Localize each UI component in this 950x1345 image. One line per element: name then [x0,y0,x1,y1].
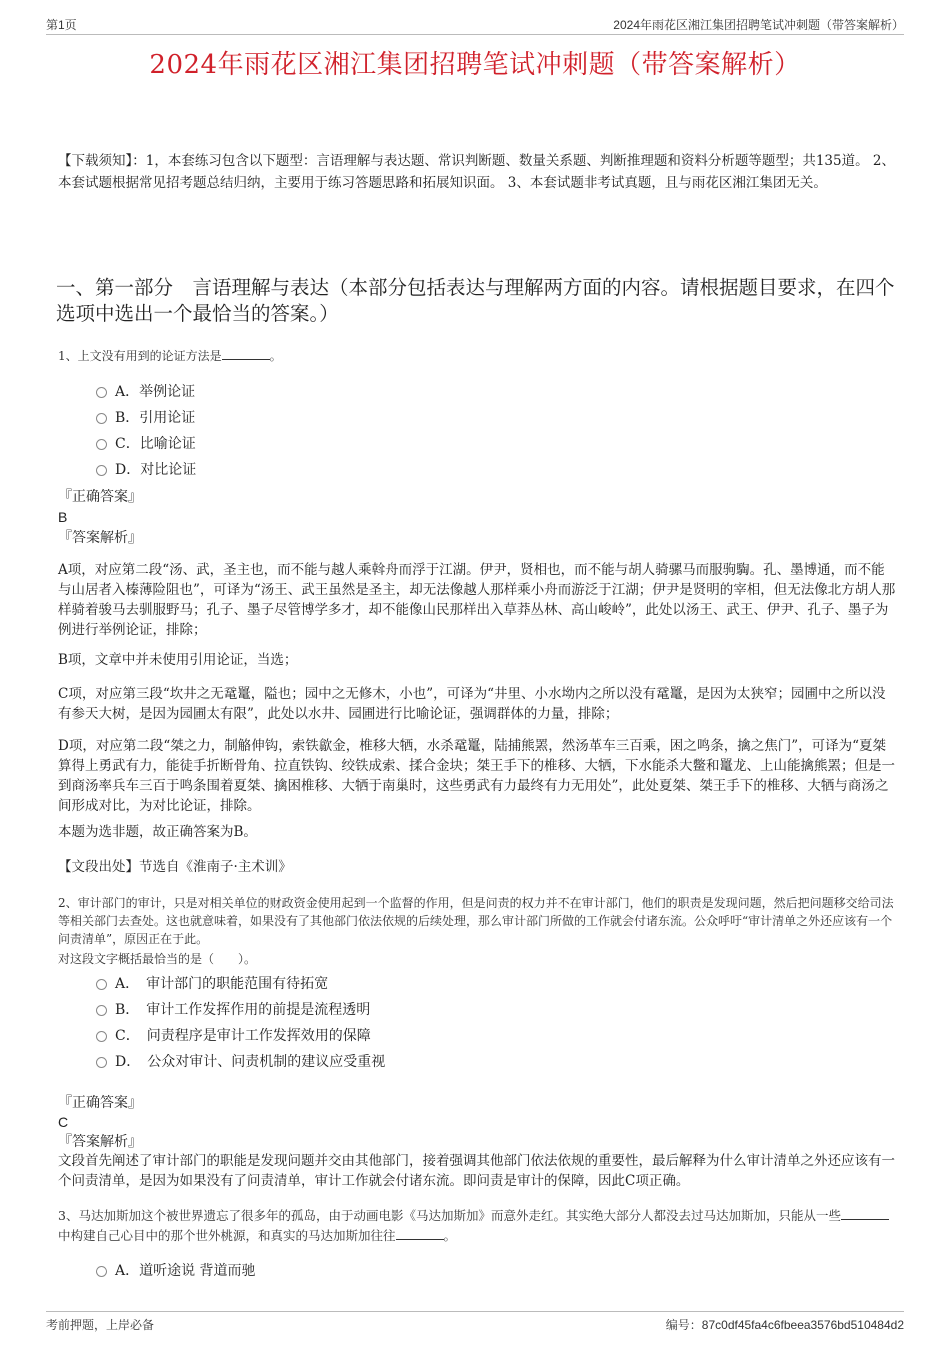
radio-icon[interactable] [96,465,107,476]
radio-icon[interactable] [96,439,107,450]
q1-option-c[interactable] [96,431,196,457]
option-label: A．道听途说 背道而驰 [115,1263,256,1279]
q3-stem-text-b: 中构建自己心目中的那个世外桃源，和真实的马达加斯加往往 [58,1228,396,1243]
q1-option-d[interactable] [96,457,196,483]
q2-options [96,971,385,1075]
radio-icon[interactable] [96,979,107,990]
section-heading: 一、第一部分 言语理解与表达（本部分包括表达与理解两方面的内容。请根据题目要求，在四个选项中选出一个最恰当的答案。） [56,276,895,325]
q2-option-a[interactable] [96,971,385,997]
option-label: D． 公众对审计、问责机制的建议应受重视 [115,1054,386,1070]
q1-analysis-a: A项，对应第二段“汤、武，圣主也，而不能与越人乘斡舟而浮于江湖。伊尹，贤相也，而不能与胡人骑骡马而服驹騊。孔、墨博通，而不能与山居者入榛薄险阻也”，可译为“汤王、武王虽然是圣主，却无法像越人那样乘小舟而游泛于江湖；伊尹是贤明的宰相，但无法像北方胡人那样骑着骏马去驯服野马；孔子、墨子尽管博学多才，却不能像山民那样出入草莽丛林、高山峻岭”，此处以汤王、武王、伊尹、孔子、墨子为例进行举例论证，排除； [58,562,896,638]
q1-answer-label: 『正确答案』 [58,489,142,505]
footer-code-label: 编号： [665,1318,702,1332]
radio-icon[interactable] [96,1057,107,1068]
q2-analysis-label: 『答案解析』 [58,1134,142,1150]
q1-blank [222,347,270,360]
q3-stem-end: 。 [443,1228,457,1243]
q1-answer: B [58,509,68,525]
footer-code [666,1316,904,1333]
radio-icon[interactable] [96,1266,107,1277]
q2-answer: C [58,1114,69,1130]
option-label: B． 审计工作发挥作用的前提是流程透明 [115,1002,371,1018]
download-notice: 【下载须知】：1，本套练习包含以下题型：言语理解与表达题、常识判断题、数量关系题、判断推理题和资料分析题等题型；共135道。 2、本套试题根据常见招考题总结归纳，主要用于练习答题思路和拓展知识面。 3、本套试题非考试真题，且与雨花区湘江集团无关。 [58,153,895,191]
radio-icon[interactable] [96,413,107,424]
document-title: 2024年雨花区湘江集团招聘笔试冲刺题（带答案解析） [149,50,801,80]
page-number: 第1页 [46,18,77,32]
page-header [46,12,904,35]
q2-option-b[interactable] [96,997,385,1023]
header-doc-title: 2024年雨花区湘江集团招聘笔试冲刺题（带答案解析） [613,18,904,32]
q3-stem-text-a: 3、马达加斯加这个被世界遗忘了很多年的孤岛，由于动画电影《马达加斯加》而意外走红。其实绝大部分人都没去过马达加斯加，只能从一些 [58,1208,841,1223]
q3-stem [58,1206,898,1246]
q1-option-b[interactable] [96,405,196,431]
option-label: A．举例论证 [115,384,196,400]
radio-icon[interactable] [96,1031,107,1042]
q3-blank-2 [396,1227,444,1240]
option-label: B．引用论证 [115,410,196,426]
q2-stem-prompt: 对这段文字概括最恰当的是（ ）。 [58,952,257,966]
q2-stem: 2、审计部门的审计，只是对相关单位的财政资金使用起到一个监督的作用，但是问责的权力并不在审计部门，他们的职责是发现问题，然后把问题移交给司法等相关部门去查处。这也就意味着，如果没有了其他部门依法依规的后续处理，那么审计部门所做的工作就会付诸东流。公众呼吁“审计清单之外还应该有一个问责清单”，原因正在于此。 [58,896,894,946]
q1-analysis-b: B项，文章中并未使用引用论证，当选； [58,652,298,668]
option-label: C． 问责程序是审计工作发挥效用的保障 [115,1028,371,1044]
q1-conclusion: 本题为选非题，故正确答案为B。 [58,824,257,840]
q2-option-d[interactable] [96,1049,385,1075]
radio-icon[interactable] [96,387,107,398]
option-label: C．比喻论证 [115,436,196,452]
option-label: D．对比论证 [115,462,197,478]
q2-option-c[interactable] [96,1023,385,1049]
q1-analysis-label: 『答案解析』 [58,530,142,546]
q3-option-a[interactable] [96,1258,256,1284]
radio-icon[interactable] [96,1005,107,1016]
q3-options [96,1258,256,1284]
q1-stem-text: 1、上文没有用到的论证方法是 [58,349,222,363]
q2-analysis: 文段首先阐述了审计部门的职能是发现问题并交由其他部门，接着强调其他部门依法依规的重要性，最后解释为什么审计清单之外还应该有一个问责清单，是因为如果没有了问责清单，审计工作就会付诸东流。即问责是审计的保障，因此C项正确。 [58,1153,895,1189]
q1-options [96,379,196,483]
q2-answer-label: 『正确答案』 [58,1095,142,1111]
option-label: A． 审计部门的职能范围有待拓宽 [115,976,329,992]
q1-analysis-d: D项，对应第二段“桀之力，制觡伸钩，索铁歙金，椎移大牺，水杀鼋鼍，陆捕熊罴，然汤革车三百乘，困之鸣条，擒之焦门”，可译为“夏桀算得上勇武有力，能徒手折断骨角、拉直铁钩、绞铁成索、揉合金块；桀王手下的椎移、大牺，下水能杀大鳖和鼍龙、上山能擒熊罴；但是一到商汤率兵车三百于鸣条围着夏桀、擒困椎移、大牺于南巢时，这些勇武有力最终有力无用处”，此处夏桀、桀王手下的椎移、大牺与商汤之间形成对比，为对比论证，排除。 [58,738,895,814]
q1-stem [58,347,898,365]
page-footer [46,1311,904,1334]
q3-blank-1 [841,1207,889,1220]
footer-code-value: 87c0df45fa4c6fbeea3576bd510484d2 [701,1318,904,1332]
q1-analysis-c: C项，对应第三段“坎井之无鼋鼍，隘也；园中之无修木，小也”，可译为“井里、小水坳内之所以没有鼋鼍，是因为太狭窄；园圃中之所以没有参天大树，是因为园圃太有限”，此处以水井、园圃进行比喻论证，强调群体的力量，排除； [58,686,886,722]
footer-slogan: 考前押题，上岸必备 [46,1318,155,1332]
q1-stem-end: 。 [269,349,282,363]
q1-source: 【文段出处】节选自《淮南子·主术训》 [58,859,292,875]
q1-option-a[interactable] [96,379,196,405]
